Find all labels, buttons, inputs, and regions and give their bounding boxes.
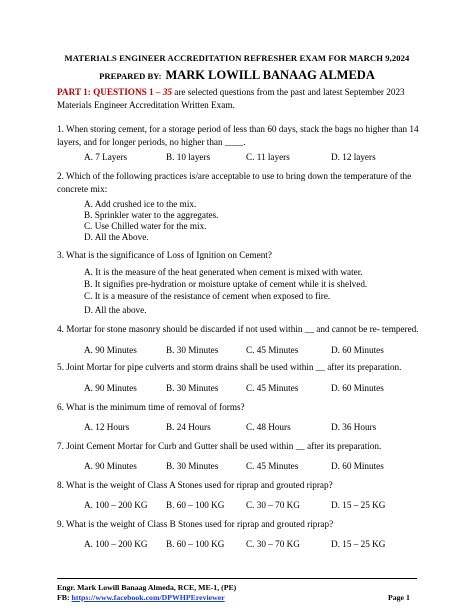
option: D. 60 Minutes bbox=[331, 461, 384, 471]
option: C. 11 layers bbox=[246, 152, 290, 162]
option: C. 30 – 70 KG bbox=[246, 500, 300, 510]
prepared-by-line bbox=[0, 66, 474, 84]
option: B. 60 – 100 KG bbox=[166, 500, 225, 510]
option: B. 30 Minutes bbox=[166, 383, 219, 393]
option: B. Sprinkler water to the aggregates. bbox=[84, 210, 219, 220]
option: B. It signifies pre-hydration or moisture uptake of cement while it is shelved. bbox=[84, 279, 368, 289]
question-5-options bbox=[84, 383, 414, 395]
option: B. 24 Hours bbox=[166, 422, 211, 432]
option: D. All the above. bbox=[84, 305, 147, 315]
option: D. 12 layers bbox=[331, 152, 376, 162]
option: A. It is the measure of the heat generated when cement is mixed with water. bbox=[84, 267, 363, 277]
option: C. 48 Hours bbox=[246, 422, 291, 432]
option: A. 7 Layers bbox=[84, 152, 128, 162]
option: A. 100 – 200 KG bbox=[84, 500, 148, 510]
option: D. 60 Minutes bbox=[331, 345, 384, 355]
option: D. 60 Minutes bbox=[331, 383, 384, 393]
question-1: 1. When storing cement, for a storage period of less than 60 days, stack the bags no higher than 14 layers, and for longer periods, no higher than ____. bbox=[57, 124, 419, 147]
option: A. 90 Minutes bbox=[84, 461, 137, 471]
option: B. 30 Minutes bbox=[166, 345, 219, 355]
footer-fb-line bbox=[57, 593, 225, 602]
option: B. 30 Minutes bbox=[166, 461, 219, 471]
option: A. 12 Hours bbox=[84, 422, 130, 432]
exam-title: MATERIALS ENGINEER ACCREDITATION REFRESHER EXAM FOR MARCH 9,2024 bbox=[64, 53, 410, 63]
option: D. 15 – 25 KG bbox=[331, 539, 386, 549]
question-9: 9. What is the weight of Class B Stones used for riprap and grouted riprap? bbox=[57, 519, 334, 529]
question-9-options bbox=[84, 539, 414, 551]
option: C. 30 – 70 KG bbox=[246, 539, 300, 549]
part-label: PART 1: QUESTIONS 1 – 35 bbox=[57, 87, 172, 97]
question-3: 3. What is the significance of Loss of Ignition on Cement? bbox=[57, 250, 272, 260]
author-name: MARK LOWILL BANAAG ALMEDA bbox=[165, 68, 375, 82]
option: A. 90 Minutes bbox=[84, 345, 137, 355]
footer-author: Engr. Mark Lowill Banaag Almeda, RCE, ME-1, (PE) bbox=[57, 583, 237, 592]
part-range-end: 35 bbox=[162, 87, 172, 97]
part-intro bbox=[57, 86, 437, 111]
fb-label: FB: bbox=[57, 593, 72, 602]
question-7: 7. Joint Cement Mortar for Curb and Gutter shall be used within __ after its preparation. bbox=[57, 441, 382, 451]
question-8-options bbox=[84, 500, 414, 512]
question-2: 2. Which of the following practices is/are acceptable to use to bring down the temperature of the concrete mix: bbox=[57, 171, 412, 194]
option: B. 10 layers bbox=[166, 152, 211, 162]
prepared-by-label: PREPARED BY: bbox=[99, 71, 162, 81]
question-7-options bbox=[84, 461, 414, 473]
option: C. 45 Minutes bbox=[246, 345, 299, 355]
question-1-options bbox=[84, 152, 414, 164]
option: C. 45 Minutes bbox=[246, 383, 299, 393]
option: B. 60 – 100 KG bbox=[166, 539, 225, 549]
option: D. All the Above. bbox=[84, 232, 149, 242]
option: A. Add crushed ice to the mix. bbox=[84, 199, 197, 209]
question-4: 4. Mortar for stone masonry should be discarded if not used within __ and cannot be re- tempered. bbox=[57, 324, 419, 334]
intro-text: are selected questions from the past and latest September 2023 Materials Engineer Accreditation Written Exam. bbox=[57, 87, 405, 110]
facebook-link[interactable]: https://www.facebook.com/DPWHPEreviewer bbox=[71, 593, 225, 602]
option: C. 45 Minutes bbox=[246, 461, 299, 471]
option: D. 15 – 25 KG bbox=[331, 500, 386, 510]
question-6: 6. What is the minimum time of removal of forms? bbox=[57, 402, 245, 412]
option: A. 90 Minutes bbox=[84, 383, 137, 393]
option: C. It is a measure of the resistance of cement when exposed to fire. bbox=[84, 291, 331, 301]
question-8: 8. What is the weight of Class A Stones used for riprap and grouted riprap? bbox=[57, 480, 333, 490]
question-6-options bbox=[84, 422, 414, 434]
footer-divider bbox=[57, 578, 417, 579]
option: D. 36 Hours bbox=[331, 422, 377, 432]
question-5: 5. Joint Mortar for pipe culverts and storm drains shall be used within __ after its preparation. bbox=[57, 362, 402, 372]
question-4-options bbox=[84, 345, 414, 357]
option: C. Use Chilled water for the mix. bbox=[84, 221, 207, 231]
page-number: Page 1 bbox=[388, 593, 410, 602]
option: A. 100 – 200 KG bbox=[84, 539, 148, 549]
